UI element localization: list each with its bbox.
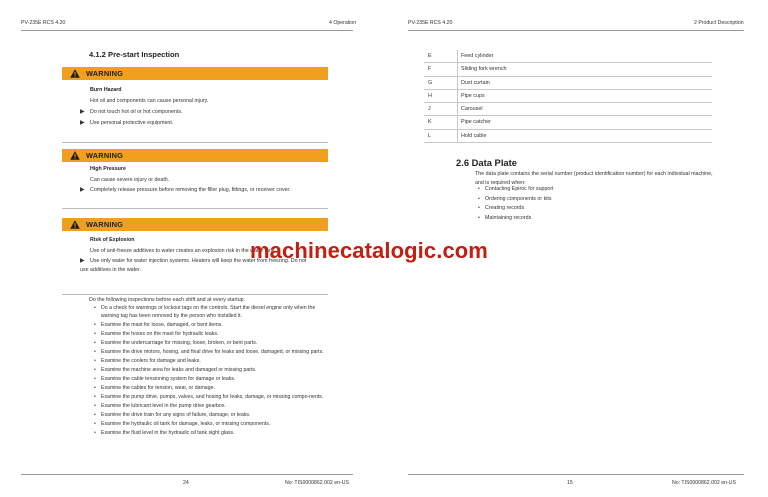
list-item: • Ordering components or kits — [478, 195, 554, 205]
list-item: • Examine the lubricant level in the pump drive gearbox. — [94, 402, 330, 410]
table-row — [424, 50, 712, 63]
list-item: • Examine the mast for loose, damaged, or bent items. — [94, 321, 330, 329]
warning-bar — [62, 149, 328, 162]
list-item: • Examine the machine area for leaks and damaged or missing parts. — [94, 366, 330, 374]
data-plate-title: 2.6 Data Plate — [456, 157, 517, 168]
hazard-text: Hot oil and components can cause personal injury. — [90, 98, 209, 104]
warning-label: WARNING — [86, 151, 124, 160]
list-item: • Examine the drive motors, hosing, and final drive for leaks and loose, damaged, or missing parts. — [94, 348, 330, 356]
arrow-right-icon: ▶ — [80, 258, 85, 264]
left-header-rule — [21, 30, 353, 31]
watermark-text: machinecatalogic.com — [250, 238, 488, 263]
right-header-rule — [408, 30, 744, 31]
right-doc-number: No: TIS0000862.002 en-US — [672, 480, 736, 486]
arrow-right-icon: ▶ — [80, 187, 85, 193]
legend-value: Dust curtain — [461, 79, 490, 86]
list-item: • Examine the cable tensioning system for damage or leaks. — [94, 375, 330, 383]
left-header-chapter: 4 Operation — [329, 20, 357, 26]
hazard-action — [80, 187, 291, 193]
legend-value: Pipe catcher — [461, 119, 491, 126]
table-row — [424, 130, 712, 143]
arrow-right-icon: ▶ — [80, 109, 85, 115]
table-row — [424, 103, 712, 116]
table-row — [424, 63, 712, 76]
legend-key: E — [428, 53, 432, 59]
list-item: • Examine the cables for tension, wear, or damage. — [94, 384, 330, 392]
inspection-intro: Do the following inspections before each shift and at every startup. — [89, 297, 246, 303]
legend-key: J — [428, 106, 431, 113]
legend-key: G — [428, 79, 433, 86]
hazard-title: Burn Hazard — [90, 87, 122, 93]
hazard-title: High Pressure — [90, 166, 126, 172]
legend-value: Carousel — [461, 106, 483, 113]
list-item: • Contacting Epiroc for support — [478, 185, 554, 195]
legend-value: Pipe cups — [461, 92, 485, 99]
legend-value: Feed cylinder — [461, 53, 494, 59]
warning-triangle-icon — [70, 220, 80, 229]
hazard-action-text: Use personal protective equipment. — [90, 120, 174, 126]
warning-box-burn — [62, 67, 328, 143]
left-page-number: 24 — [183, 480, 189, 486]
legend-key: F — [428, 66, 432, 73]
list-item: • Maintaining records — [478, 214, 554, 224]
legend-key: L — [428, 132, 431, 139]
table-row — [424, 77, 712, 90]
data-plate-list — [478, 185, 554, 223]
list-item: • Examine the hoses on the mast for hydraulic leaks. — [94, 330, 330, 338]
list-item: • Examine the drive train for any signs of failure, damage, or leaks. — [94, 411, 330, 419]
legend-key: K — [428, 119, 432, 126]
table-row — [424, 90, 712, 103]
hazard-text: Use of anti-freeze additives to water creates an explosion risk in the water tank. — [90, 248, 277, 254]
arrow-right-icon: ▶ — [80, 120, 85, 126]
left-doc-number: No: TIS0000862.002 en-US — [285, 480, 349, 486]
inspection-checklist — [94, 304, 330, 438]
left-header-title: PV-235E RCS 4.20 — [21, 20, 66, 26]
legend-key: H — [428, 92, 432, 99]
hazard-action — [80, 120, 173, 126]
warning-triangle-icon — [70, 69, 80, 78]
right-footer-rule — [408, 474, 744, 475]
list-item: • Creating records — [478, 204, 554, 214]
table-row — [424, 116, 712, 129]
legend-value: Hold cable — [461, 132, 487, 139]
legend-table — [424, 50, 712, 143]
warning-bar — [62, 67, 328, 80]
list-item: • Examine the hydraulic oil tank for damage, leaks, or missing components. — [94, 420, 330, 428]
warning-triangle-icon — [70, 151, 80, 160]
warning-box-pressure — [62, 149, 328, 209]
hazard-action-text: Use only water for water injection systems. Heaters will keep the water from freezing. Do not use additives in the water. — [80, 258, 307, 273]
data-plate-intro: The data plate contains the serial number (product identification number) for each individual machine, and is required when: — [475, 171, 713, 186]
left-section-title: 4.1.2 Pre-start Inspection — [89, 50, 180, 59]
list-item: • Examine the fluid level in the hydraulic oil tank sight glass. — [94, 429, 330, 437]
hazard-action — [80, 109, 182, 115]
list-item: • Examine the coolers for damage and leaks. — [94, 357, 330, 365]
warning-bar — [62, 218, 328, 231]
right-header-title: PV-235E RCS 4.20 — [408, 20, 453, 26]
right-page-number: 15 — [567, 480, 573, 486]
warning-label: WARNING — [86, 220, 124, 229]
hazard-title: Risk of Explosion — [90, 237, 135, 243]
warning-label: WARNING — [86, 69, 124, 78]
hazard-text: Can cause severe injury or death. — [90, 177, 170, 183]
legend-value: Sliding fork wrench — [461, 66, 507, 73]
hazard-action-text: Do not touch hot oil or hot components. — [90, 109, 183, 115]
list-item: • Do a check for warnings or lockout tags on the controls. Start the diesel engine only when the warning tag has been removed by the person who installed it. — [94, 304, 330, 320]
list-item: • Examine the pump drive, pumps, valves, and hosing for leaks, damage, or missing compo-nents. — [94, 393, 330, 401]
right-header-chapter: 2 Product Description — [694, 20, 744, 26]
left-footer-rule — [21, 474, 353, 475]
list-item: • Examine the undercarriage for missing, loose, broken, or bent parts. — [94, 339, 330, 347]
hazard-action-text: Completely release pressure before removing the filler plug, fittings, or receiver cover. — [90, 187, 291, 193]
